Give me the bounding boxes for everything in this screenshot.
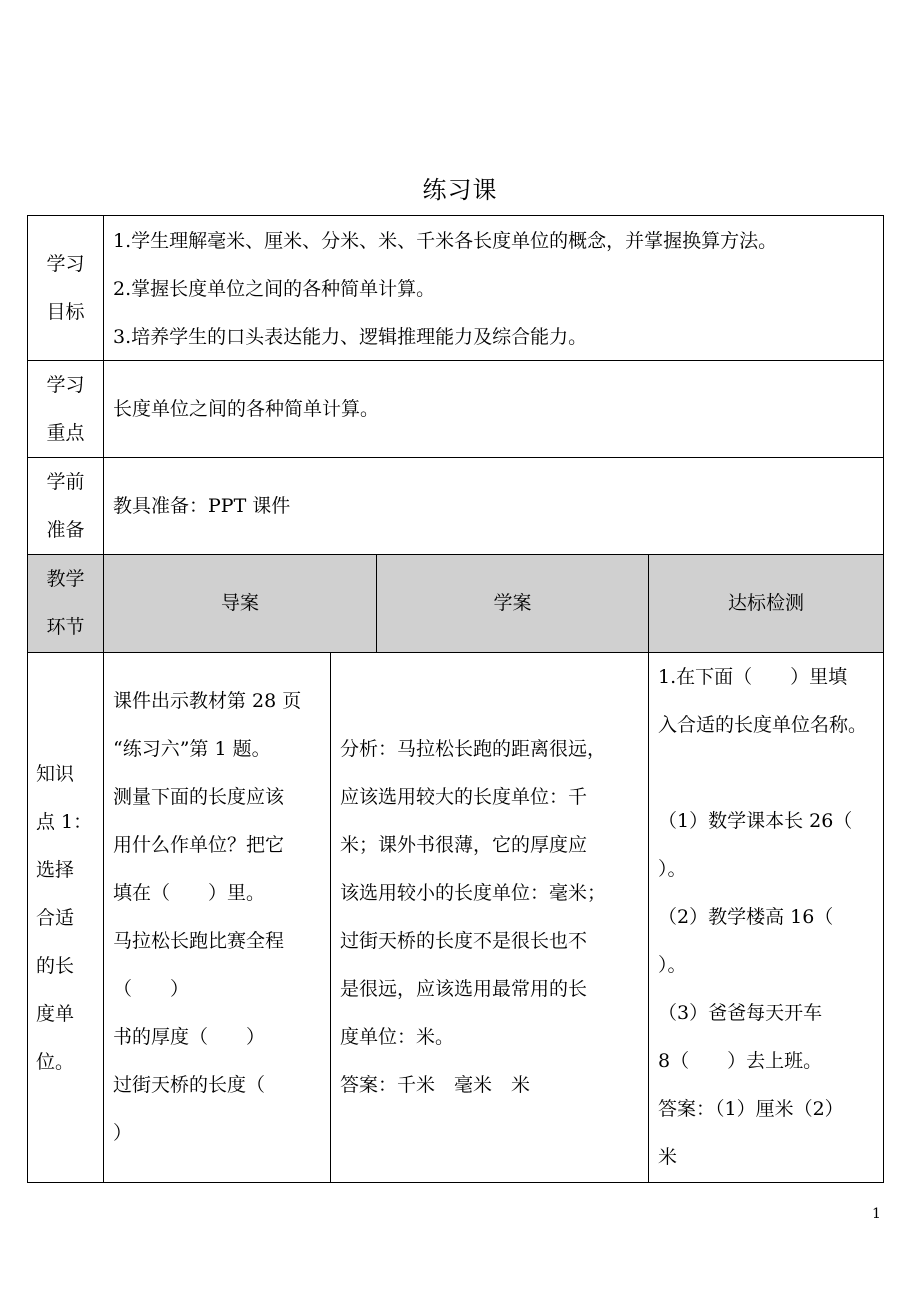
knowledge-label-line: 选择 — [36, 859, 75, 881]
study-line: 是很远，应该选用最常用的长 — [340, 978, 588, 1000]
test-content — [658, 653, 867, 1181]
test-line: 答案：（1）厘米（2） — [658, 1098, 844, 1120]
test-line: （2）教学楼高 16（ — [658, 906, 834, 928]
test-line: 米 — [658, 1146, 678, 1168]
test-line — [658, 749, 867, 797]
study-line: 米；课外书很薄，它的厚度应 — [340, 834, 588, 856]
knowledge-label-line: 的长 — [36, 955, 75, 977]
knowledge-label-line: 位。 — [36, 1051, 75, 1073]
study-line: 分析：马拉松长跑的距离很远， — [340, 738, 607, 760]
test-line: ）。 — [658, 954, 687, 976]
row-divider — [27, 457, 884, 458]
test-line: （3）爸爸每天开车 — [658, 1002, 823, 1024]
guide-line: “练习六”第 1 题。 — [113, 738, 271, 760]
study-content — [340, 725, 606, 1109]
page-title: 练习课 — [422, 176, 498, 204]
study-line: 该选用较小的长度单位：毫米； — [340, 882, 607, 904]
guide-line: 测量下面的长度应该 — [113, 786, 285, 808]
focus-label: 学习 重点 — [46, 374, 85, 444]
content-column-divider — [648, 652, 649, 1183]
section-label: 教学 环节 — [46, 568, 85, 638]
guide-line: （ ） — [113, 978, 190, 1000]
guide-column-header: 导案 — [220, 592, 259, 614]
focus-text: 长度单位之间的各种简单计算。 — [113, 398, 380, 420]
knowledge-label-line: 度单 — [36, 1003, 75, 1025]
guide-line: 用什么作单位？把它 — [113, 834, 285, 856]
objective-item: 2.掌握长度单位之间的各种简单计算。 — [113, 278, 436, 300]
test-line: 入合适的长度单位名称。 — [658, 714, 868, 736]
study-column-header: 学案 — [493, 592, 532, 614]
test-line: ）。 — [658, 858, 687, 880]
prep-label: 学前 准备 — [46, 471, 85, 541]
objectives-label: 学习 目标 — [46, 253, 85, 323]
test-line: （1）数学课本长 26（ — [658, 810, 853, 832]
test-line: 1.在下面（ ）里填 — [658, 666, 848, 688]
study-line: 过街天桥的长度不是很长也不 — [340, 930, 588, 952]
content-column-divider — [330, 652, 331, 1183]
guide-line: ） — [113, 1122, 133, 1144]
guide-line: 马拉松长跑比赛全程 — [113, 930, 285, 952]
study-line: 应该选用较大的长度单位：千 — [340, 786, 588, 808]
knowledge-label-line: 合适 — [36, 907, 75, 929]
page-number: 1 — [872, 1206, 881, 1222]
test-line: 8（ ）去上班。 — [658, 1050, 823, 1072]
guide-line: 填在（ ）里。 — [113, 882, 266, 904]
knowledge-label-line: 知识 — [36, 763, 75, 785]
label-column-divider — [103, 215, 104, 1183]
test-column-header: 达标检测 — [727, 592, 804, 614]
guide-content — [113, 677, 301, 1157]
knowledge-point-label — [36, 750, 92, 1086]
guide-line: 过街天桥的长度（ — [113, 1074, 266, 1096]
guide-line: 书的厚度（ ） — [113, 1026, 266, 1048]
prep-text: 教具准备：PPT 课件 — [113, 495, 291, 517]
knowledge-label-line: 点 1： — [36, 811, 93, 833]
guide-line: 课件出示教材第 28 页 — [113, 690, 302, 712]
objective-item: 3.培养学生的口头表达能力、逻辑推理能力及综合能力。 — [113, 326, 588, 348]
study-line: 度单位：米。 — [340, 1026, 455, 1048]
objective-item: 1.学生理解毫米、厘米、分米、米、千米各长度单位的概念，并掌握换算方法。 — [113, 230, 778, 252]
study-line: 答案：千米 毫米 米 — [340, 1074, 531, 1096]
